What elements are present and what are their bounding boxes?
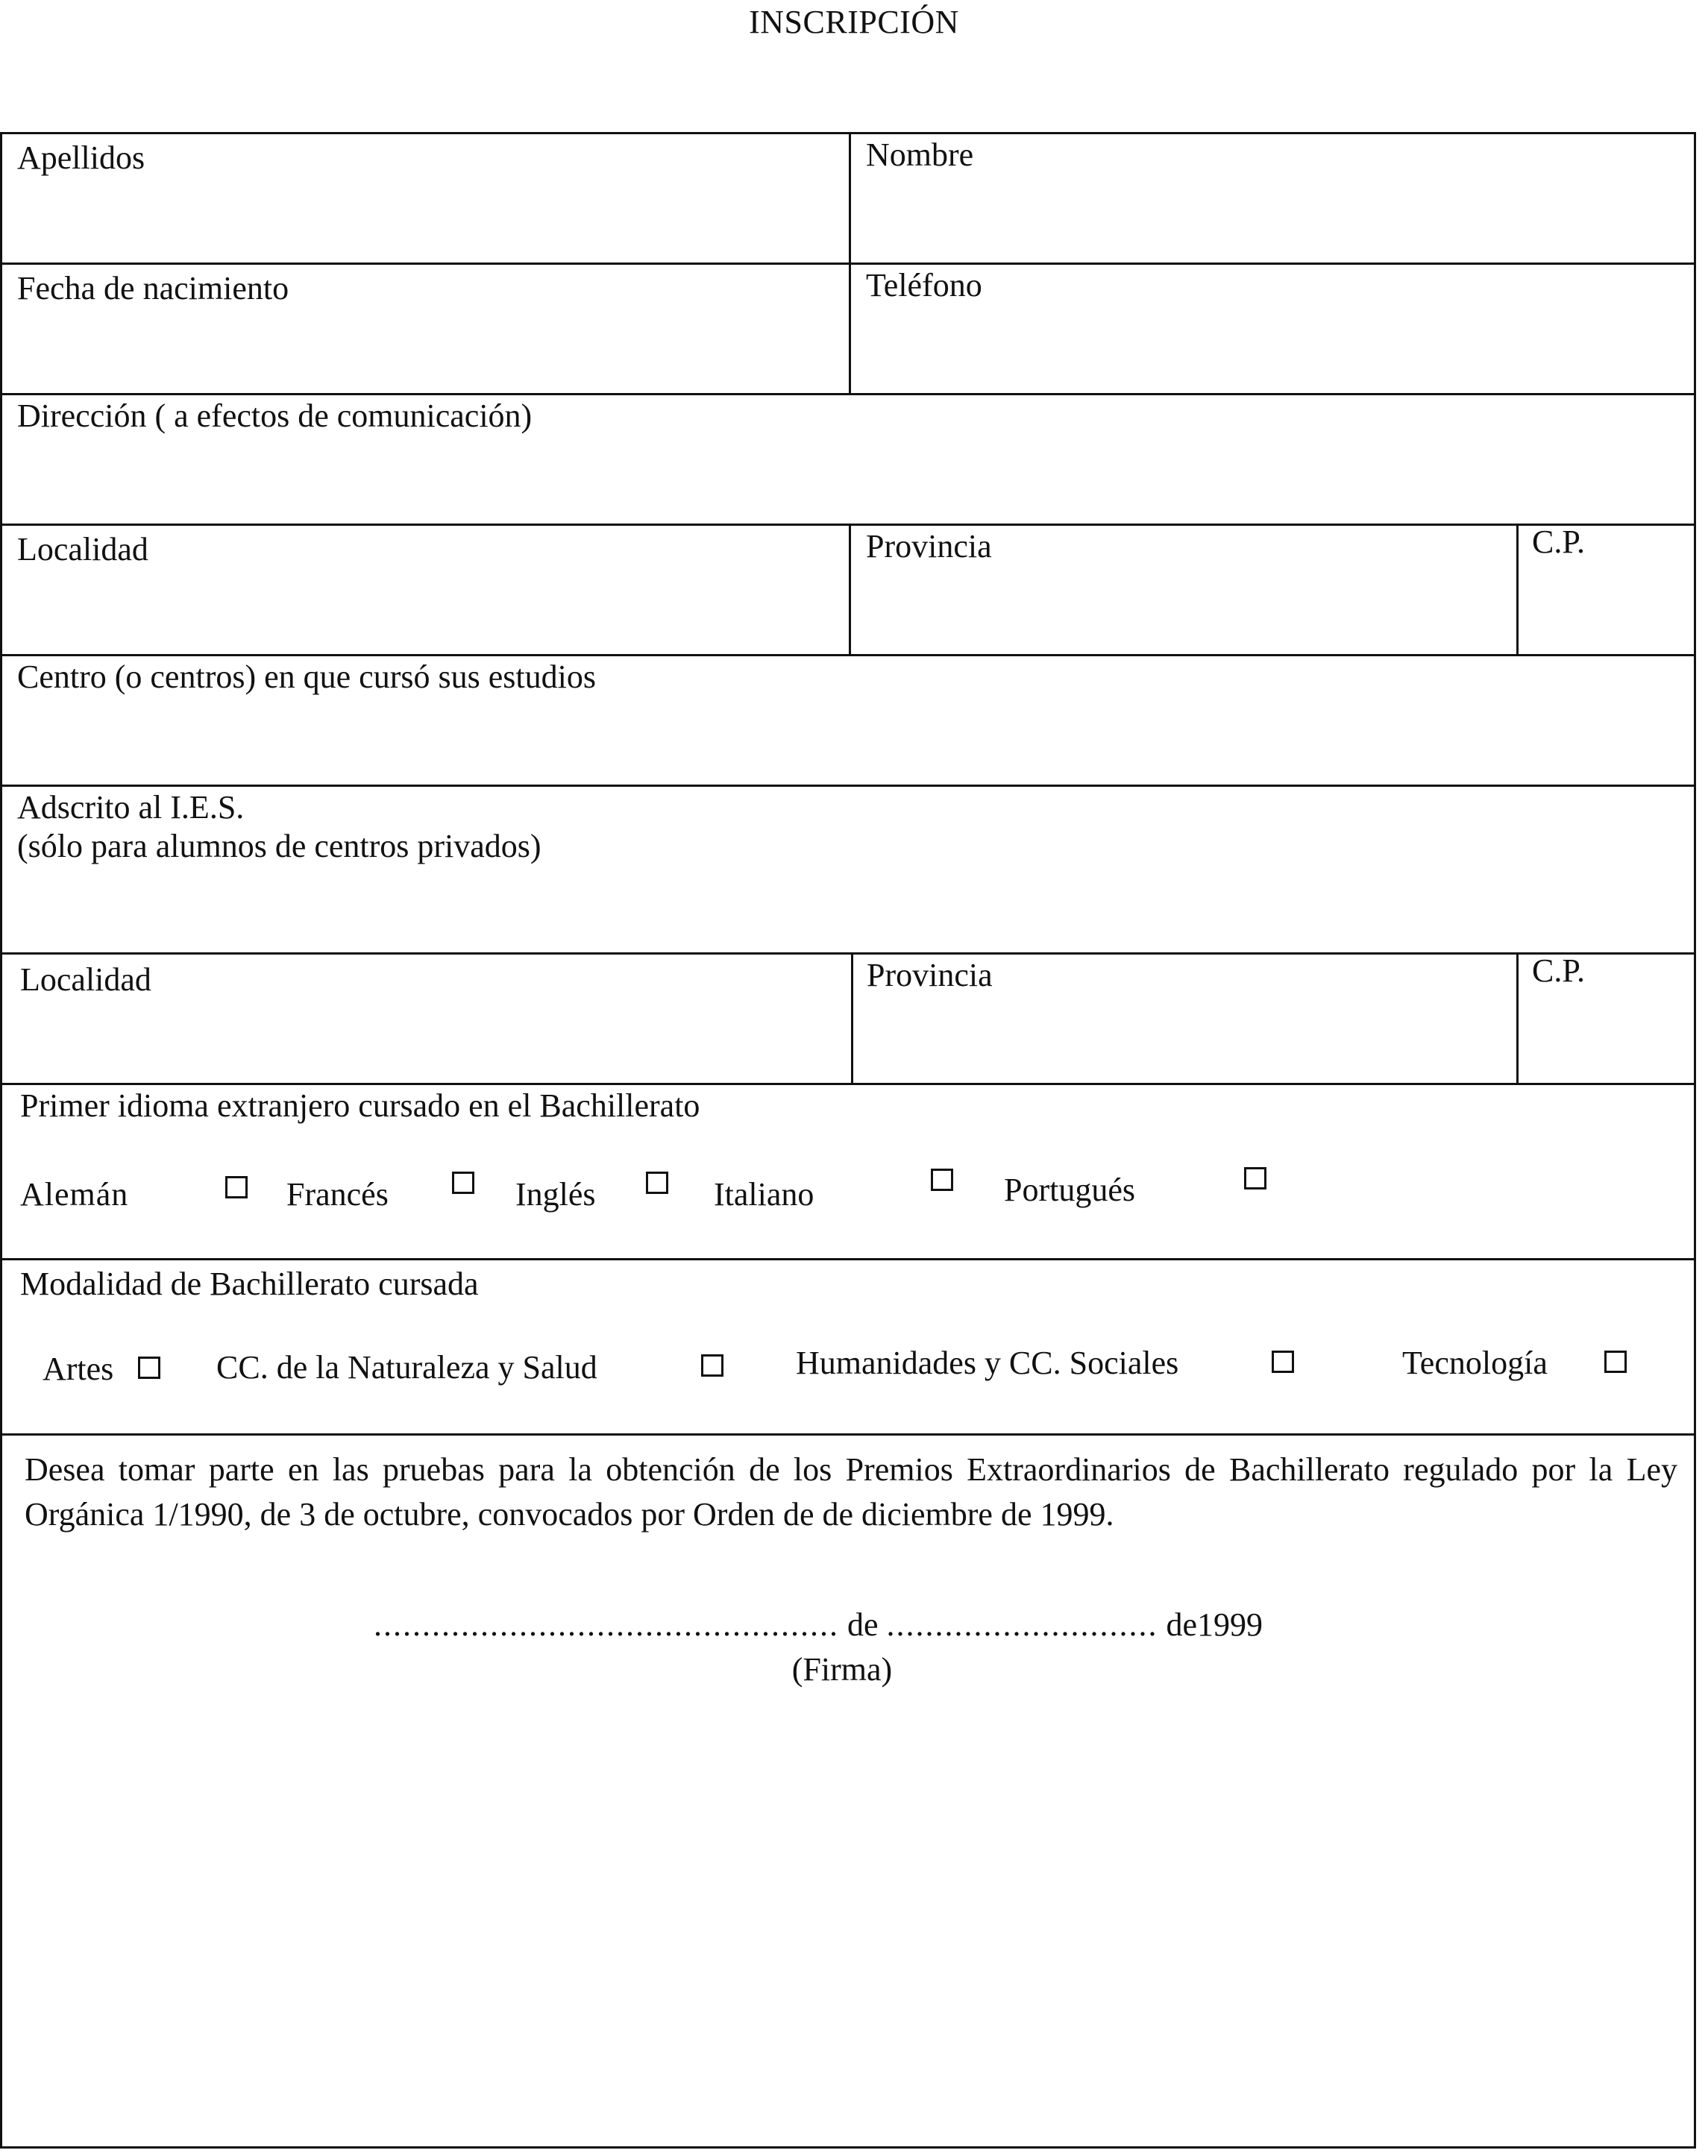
adscrito-cell[interactable] (2, 787, 1694, 952)
inscription-form (0, 132, 1696, 2149)
apellidos-field[interactable] (10, 180, 841, 255)
modalidad-heading: Modalidad de Bachillerato cursada (20, 1266, 479, 1302)
localidad-2-field[interactable] (10, 1001, 844, 1075)
apellidos-label: Apellidos (17, 139, 145, 176)
modalidad-option-humanidades-label: Humanidades y CC. Sociales (796, 1345, 1179, 1381)
row-fecha-telefono (2, 265, 1694, 395)
row-centro (2, 656, 1694, 787)
modalidad-artes-checkbox[interactable] (138, 1357, 160, 1379)
telefono-label: Teléfono (866, 267, 982, 304)
provincia-2-label: Provincia (867, 957, 993, 993)
idioma-aleman-checkbox[interactable] (225, 1176, 248, 1198)
row-idioma (2, 1085, 1694, 1260)
localidad-1-label: Localidad (17, 531, 148, 568)
fecha-nacimiento-field[interactable] (10, 311, 841, 386)
modalidad-humanidades-checkbox[interactable] (1272, 1351, 1294, 1373)
cp-2-label: C.P. (1532, 952, 1585, 989)
adscrito-label: Adscrito al I.E.S. (17, 789, 245, 826)
fecha-lugar-dots[interactable]: ................................................ (373, 1606, 839, 1643)
idioma-option-frances-label: Francés (286, 1176, 389, 1213)
provincia-1-cell[interactable] (849, 526, 1516, 654)
direccion-field[interactable] (10, 441, 1686, 516)
nombre-cell[interactable] (849, 134, 1694, 263)
idioma-portugues-checkbox[interactable] (1244, 1167, 1266, 1189)
row-declaracion (2, 1436, 1694, 2146)
modalidad-option-artes-label: Artes (43, 1351, 114, 1387)
cp-2-field[interactable] (1526, 1001, 1686, 1075)
firma-area[interactable] (17, 1719, 1679, 2131)
row-localidad-2 (2, 952, 1694, 1085)
cp-1-cell[interactable] (1516, 526, 1694, 654)
fecha-firma-line (2, 1604, 1694, 1646)
fecha-nacimiento-cell[interactable] (2, 265, 849, 393)
row-localidad-1 (2, 526, 1694, 656)
localidad-2-cell[interactable] (2, 955, 851, 1083)
idioma-italiano-checkbox[interactable] (931, 1169, 953, 1191)
cp-2-cell[interactable] (1516, 952, 1694, 1083)
idioma-option-italiano-label: Italiano (714, 1176, 814, 1213)
idioma-option-portugues-label: Portugués (1004, 1172, 1135, 1208)
fecha-nacimiento-label: Fecha de nacimiento (17, 270, 289, 307)
row-apellidos-nombre (2, 134, 1694, 265)
declaracion-text: Desea tomar parte en las pruebas para la obtención de los Premios Extraordinarios de Bachillerato regulado por la Ley Orgánica 1/1990, de 3 de octubre, convocados por Orden de de diciembre de 1999. (25, 1451, 1677, 1533)
provincia-1-field[interactable] (858, 572, 1509, 647)
fecha-mes-dots[interactable]: ............................ (886, 1606, 1158, 1643)
centro-field[interactable] (10, 703, 1686, 777)
row-direccion (2, 395, 1694, 526)
fecha-de-label: de (847, 1606, 879, 1643)
centro-label: Centro (o centros) en que cursó sus estudios (17, 659, 596, 695)
nombre-label: Nombre (866, 136, 974, 173)
modalidad-tecnologia-checkbox[interactable] (1604, 1351, 1627, 1373)
idioma-option-aleman-label: Alemán (20, 1176, 129, 1213)
page-title: INSCRIPCIÓN (749, 4, 959, 40)
localidad-1-cell[interactable] (2, 526, 849, 654)
modalidad-option-tecnologia-label: Tecnología (1402, 1345, 1548, 1381)
row-adscrito (2, 787, 1694, 955)
direccion-label: Dirección ( a efectos de comunicación) (17, 397, 533, 434)
idioma-heading: Primer idioma extranjero cursado en el Bachillerato (20, 1087, 700, 1124)
telefono-cell[interactable] (849, 265, 1694, 393)
modalidad-option-naturaleza-label: CC. de la Naturaleza y Salud (216, 1349, 597, 1386)
firma-label: (Firma) (791, 1651, 893, 1688)
provincia-1-label: Provincia (866, 528, 992, 565)
modalidad-naturaleza-checkbox[interactable] (701, 1354, 723, 1377)
idioma-option-ingles-label: Inglés (515, 1176, 596, 1213)
idioma-ingles-checkbox[interactable] (646, 1172, 668, 1194)
provincia-2-cell[interactable] (851, 955, 1516, 1083)
nombre-field[interactable] (858, 180, 1686, 255)
centro-cell[interactable] (2, 656, 1694, 785)
row-modalidad (2, 1260, 1694, 1436)
fecha-anio-label: de1999 (1166, 1606, 1263, 1643)
provincia-2-field[interactable] (861, 1001, 1509, 1075)
adscrito-note: (sólo para alumnos de centros privados) (17, 828, 541, 864)
cp-1-field[interactable] (1526, 572, 1686, 647)
telefono-field[interactable] (858, 311, 1686, 386)
localidad-1-field[interactable] (10, 572, 841, 647)
adscrito-field[interactable] (10, 875, 1686, 945)
apellidos-cell[interactable] (2, 134, 849, 263)
direccion-cell[interactable] (2, 395, 1694, 524)
idioma-frances-checkbox[interactable] (452, 1172, 474, 1194)
cp-1-label: C.P. (1532, 524, 1585, 560)
localidad-2-label: Localidad (20, 961, 151, 998)
